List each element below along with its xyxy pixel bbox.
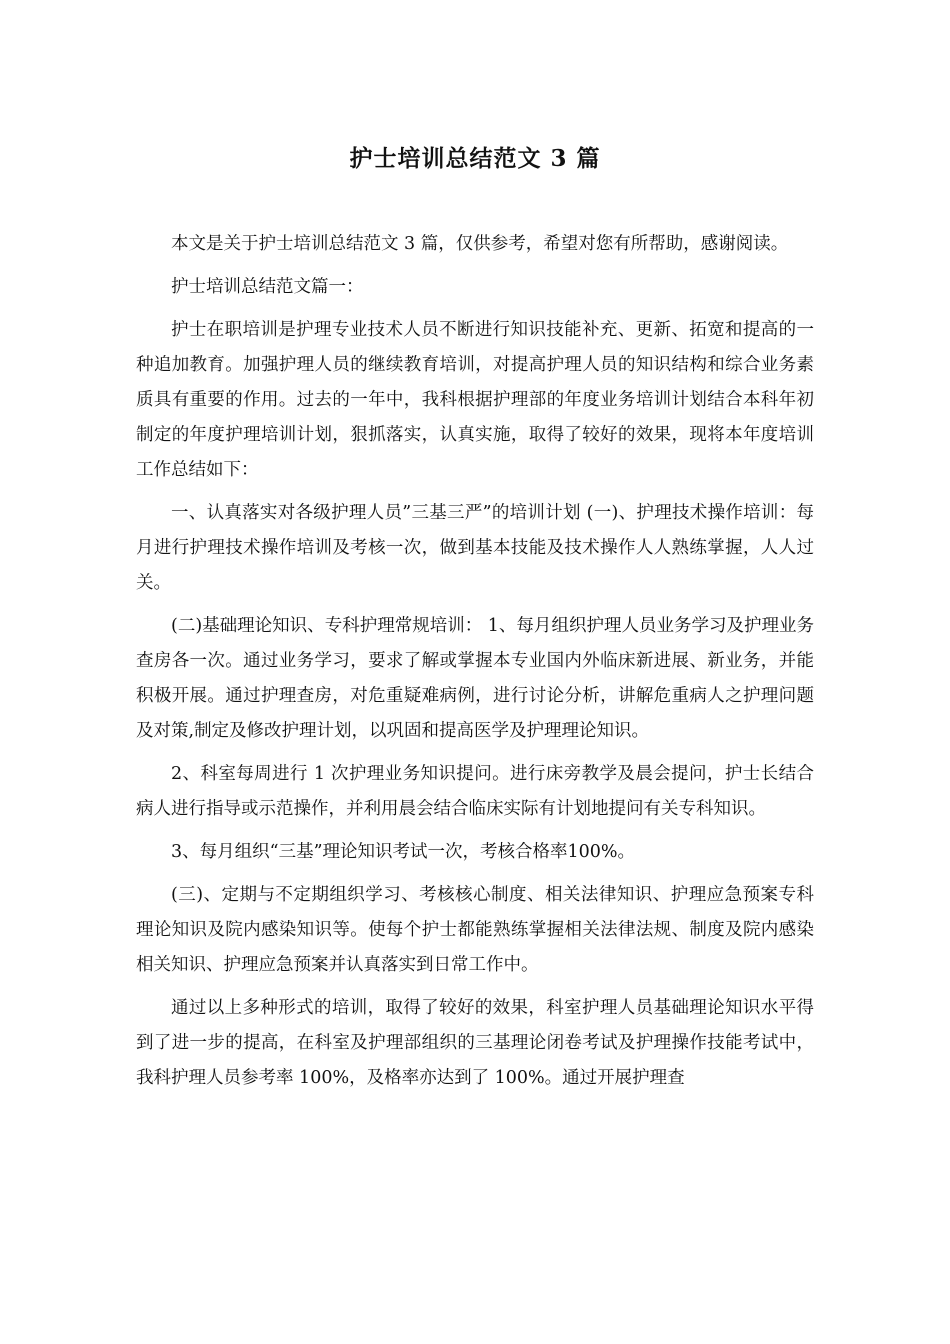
paragraph-section-heading: 护士培训总结范文篇一： xyxy=(171,277,364,297)
document-body xyxy=(136,227,814,1096)
paragraph-intro: 本文是关于护士培训总结范文 3 篇，仅供参考，希望对您有所帮助，感谢阅读。 xyxy=(171,234,789,254)
paragraph-item-three: (三)、定期与不定期组织学习、考核核心制度、相关法律知识、护理应急预案专科理论知识及院内感染知识等。使每个护士都能熟练掌握相关法律法规、制度及院内感染相关知识、护理应急预案并认真落实到日常工作中。 xyxy=(136,885,814,975)
paragraph-item-two: (二)基础理论知识、专科护理常规培训： 1、每月组织护理人员业务学习及护理业务查房各一次。通过业务学习，要求了解或掌握本专业国内外临床新进展、新业务，并能积极开展。通过护理查房，对危重疑难病例，进行讨论分析，讲解危重病人之护理问题及对策,制定及修改护理计划，以巩固和提高医学及护理理论知识。 xyxy=(136,616,814,741)
paragraph-monthly-exam: 3、每月组织“三基”理论知识考试一次，考核合格率100%。 xyxy=(171,842,636,862)
paragraph-results: 通过以上多种形式的培训，取得了较好的效果，科室护理人员基础理论知识水平得到了进一步的提高，在科室及护理部组织的三基理论闭卷考试及护理操作技能考试中，我科护理人员参考率 100%，及格率亦达到了 100%。通过开展护理查 xyxy=(136,998,814,1088)
paragraph-weekly-quiz: 2、科室每周进行 1 次护理业务知识提问。进行床旁教学及晨会提问，护士长结合病人进行指导或示范操作，并利用晨会结合临床实际有计划地提问有关专科知识。 xyxy=(136,764,814,819)
paragraph-overview: 护士在职培训是护理专业技术人员不断进行知识技能补充、更新、拓宽和提高的一种追加教育。加强护理人员的继续教育培训，对提高护理人员的知识结构和综合业务素质具有重要的作用。过去的一年中，我科根据护理部的年度业务培训计划结合本科年初制定的年度护理培训计划，狠抓落实，认真实施，取得了较好的效果，现将本年度培训工作总结如下： xyxy=(136,320,814,480)
document-title: 护士培训总结范文 3 篇 xyxy=(349,145,601,172)
paragraph-item-one: 一、认真落实对各级护理人员”三基三严”的培训计划 (一)、护理技术操作培训：每月进行护理技术操作培训及考核一次，做到基本技能及技术操作人人熟练掌握，人人过关。 xyxy=(136,503,814,593)
